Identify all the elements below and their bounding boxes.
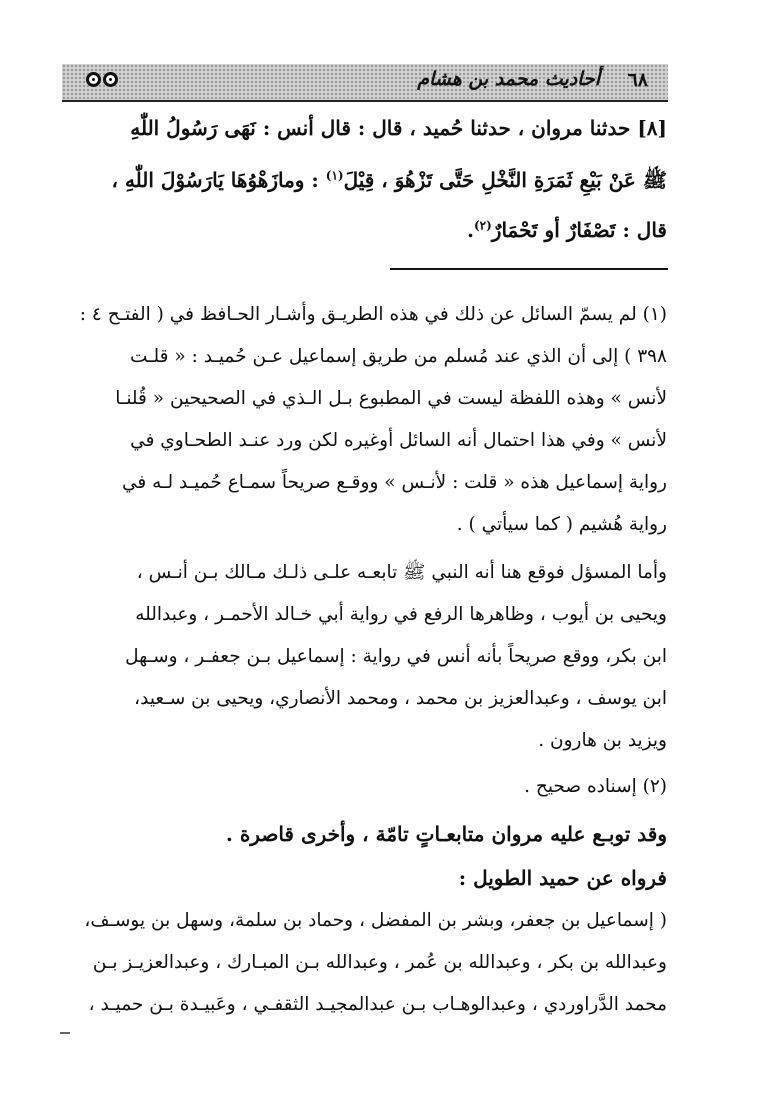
hadith-line-1: [٨] حدثنا مروان ، حدثنا حُميد ، قال : قال أنس : نَهَى رَسُولُ اللّٰهِ [130, 116, 667, 140]
hadith-line-3-text: قال : تَصْفَارٌ أو تَحْمَارٌ [491, 218, 667, 242]
circle-ornament-icon [103, 72, 118, 87]
footnote-1-continuation-line: وأما المسؤل فوقع هنا أنه النبي ﷺ تابعـه علـى ذلـك مـالك بـن أنـس ، [136, 562, 667, 583]
footnote-marker-2: (٢) [473, 218, 492, 233]
footnote-1-line: رواية إسماعيل هذه « قلت : لأنـس » ووقـع صريحاً سمـاع حُميـد لـه في [122, 472, 667, 493]
subsection-heading: فرواه عن حميد الطويل : [458, 866, 667, 890]
section-heading: وقد توبـع عليه مروان متابعـاتٍ تامّة ، وأخرى قاصرة . [225, 822, 667, 846]
running-title: أحاديث محمد بن هشام [417, 68, 600, 90]
running-header [62, 64, 668, 102]
footnote-1-continuation-line: ويزيد بن هارون . [538, 730, 667, 751]
footnote-1-line: لأنس » وفي هذا احتمال أنه السائل أوغيره لكن ورد عنـد الطحـاوي في [130, 430, 667, 451]
footnote-1-continuation-line: ابن يوسف ، وعبدالعزيز بن محمد ، ومحمد الأنصاري، ويحيى بن سـعيد، [134, 688, 667, 709]
footnote-1-line: رواية هُشيم ( كما سيأتي ) . [456, 514, 667, 535]
footnote-2: (٢) إسناده صحيح . [524, 776, 667, 797]
hadith-line-2-text: ﷺ عَنْ بَيْعِ ثَمَرَةِ النَّخْلِ حَتَّى تَزْهُوَ ، قِيْلَ [343, 168, 667, 192]
hadith-line-2 [112, 168, 667, 197]
hadith-line-2-tail: : ومازَهْوُهَا يَارَسُوْلَ اللّٰهِ ، [111, 168, 326, 192]
footnote-1-continuation-line: ويحيى بن أيوب ، وظاهرها الرفع في رواية أبي خـالد الأحمـر ، وعبدالله [135, 604, 667, 625]
footnote-1-line: (١) لم يسمّ السائل عن ذلك في هذه الطريـق وأشـار الحـافظ في ( الفتـح ٤ : [79, 304, 667, 325]
footnote-1-line: لأنس » وهذه اللفظة ليست في المطبوع بـل الـذي في الصحيحين « قُلنـا [115, 388, 667, 409]
footnote-1-line: ٣٩٨ ) إلى أن الذي عند مُسلم من طريق إسماعيل عـن حُميـد : « قلـت [129, 346, 667, 367]
scan-speck [60, 1032, 70, 1034]
page-number: ٦٨ [627, 69, 648, 91]
hadith-line-3 [467, 218, 667, 242]
footnote-marker-1: (١) [325, 168, 344, 183]
body-paragraph-line: وعبدالله بن بكر ، وعبدالله بن عُمر ، وعبدالله بـن المبـارك ، وعبدالعزيـز بـن [92, 952, 667, 973]
body-paragraph-line: ( إسماعيل بن جعفر، وبشر بن المفضل ، وحماد بن سلمة، وسهل بن يوسـف، [84, 910, 667, 931]
footnote-1-continuation-line: ابن بكر، ووقع صريحاً بأنه أنس في رواية : إسماعيل بـن جعفـر ، وسـهل [125, 646, 667, 667]
double-circle-ornament-icon [86, 72, 118, 87]
body-paragraph-line: محمد الدَّراوردي ، وعبدالوهـاب بـن عبدالمجيـد الثقفـي ، وعَبيـدة بـن حميـد ، [88, 994, 667, 1015]
circle-ornament-icon [86, 72, 101, 87]
footnote-separator [390, 268, 668, 270]
hadith-line-3-tail: . [466, 218, 474, 242]
